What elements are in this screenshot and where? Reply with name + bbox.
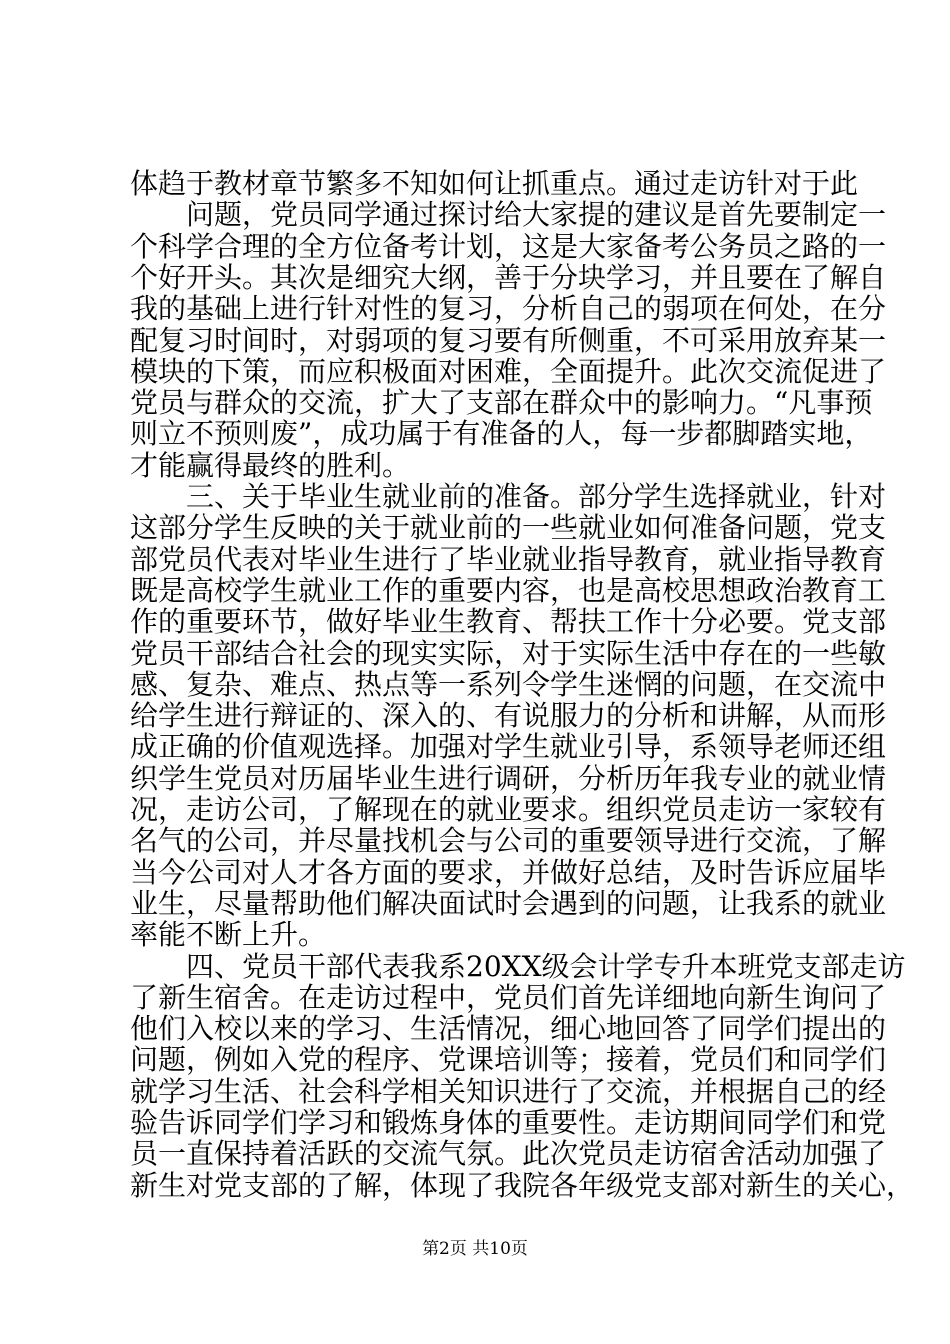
text-line: 这部分学生反映的关于就业前的一些就业如何准备问题，党支	[130, 511, 887, 544]
text-line: 部党员代表对毕业生进行了毕业就业指导教育，就业指导教育	[130, 543, 887, 576]
text-line: 名气的公司，并尽量找机会与公司的重要领导进行交流，了解	[130, 824, 887, 857]
text-line: 新生对党支部的了解，体现了我院各年级党支部对新生的关心，	[130, 1169, 915, 1202]
text-line: 成正确的价值观选择。加强对学生就业引导，系领导老师还组	[130, 730, 887, 763]
text-line: 则立不预则废”，成功属于有准备的人，每一步都脚踏实地，	[130, 417, 873, 450]
text-line: 模块的下策，而应积极面对困难，全面提升。此次交流促进了	[130, 355, 887, 388]
page-number: 第2页 共10页	[422, 1239, 528, 1259]
text-line: 党员与群众的交流，扩大了支部在群众中的影响力。“凡事预	[130, 386, 873, 419]
text-line: 四、党员干部代表我系20XX级会计学专升本班党支部走访	[186, 950, 906, 983]
text-line: 问题，例如入党的程序、党课培训等；接着，党员们和同学们	[130, 1043, 887, 1076]
text-line: 给学生进行辩证的、深入的、有说服力的分析和讲解，从而形	[130, 699, 887, 732]
text-line: 体趋于教材章节繁多不知如何让抓重点。通过走访针对于此	[130, 167, 859, 200]
text-line: 率能不断上升。	[130, 918, 327, 951]
text-line: 员一直保持着活跃的交流气氛。此次党员走访宿舍活动加强了	[130, 1137, 887, 1170]
text-line: 才能赢得最终的胜利。	[130, 449, 411, 482]
text-line: 了新生宿舍。在走访过程中，党员们首先详细地向新生询问了	[130, 981, 887, 1014]
text-line: 感、复杂、难点、热点等一系列令学生迷惘的问题，在交流中	[130, 668, 887, 701]
text-line: 作的重要环节，做好毕业生教育、帮扶工作十分必要。党支部	[130, 605, 887, 638]
text-line: 就学习生活、社会科学相关知识进行了交流，并根据自己的经	[130, 1075, 887, 1108]
text-line: 况，走访公司，了解现在的就业要求。组织党员走访一家较有	[130, 793, 887, 826]
text-line: 配复习时间时，对弱项的复习要有所侧重，不可采用放弃某一	[130, 324, 887, 357]
text-line: 他们入校以来的学习、生活情况，细心地回答了同学们提出的	[130, 1012, 887, 1045]
text-line: 我的基础上进行针对性的复习，分析自己的弱项在何处，在分	[130, 292, 887, 325]
text-line: 党员干部结合社会的现实实际，对于实际生活中存在的一些敏	[130, 637, 887, 670]
text-line: 三、关于毕业生就业前的准备。部分学生选择就业，针对	[186, 480, 887, 513]
text-line: 既是高校学生就业工作的重要内容，也是高校思想政治教育工	[130, 574, 887, 607]
text-line: 验告诉同学们学习和锻炼身体的重要性。走访期间同学们和党	[130, 1106, 887, 1139]
text-line: 织学生党员对历届毕业生进行调研，分析历年我专业的就业情	[130, 762, 887, 795]
text-line: 个好开头。其次是细究大纲，善于分块学习，并且要在了解自	[130, 261, 887, 294]
text-line: 业生，尽量帮助他们解决面试时会遇到的问题，让我系的就业	[130, 887, 887, 920]
text-line: 问题，党员同学通过探讨给大家提的建议是首先要制定一	[186, 198, 887, 231]
text-line: 当今公司对人才各方面的要求，并做好总结，及时告诉应届毕	[130, 856, 887, 889]
text-line: 个科学合理的全方位备考计划，这是大家备考公务员之路的一	[130, 230, 887, 263]
